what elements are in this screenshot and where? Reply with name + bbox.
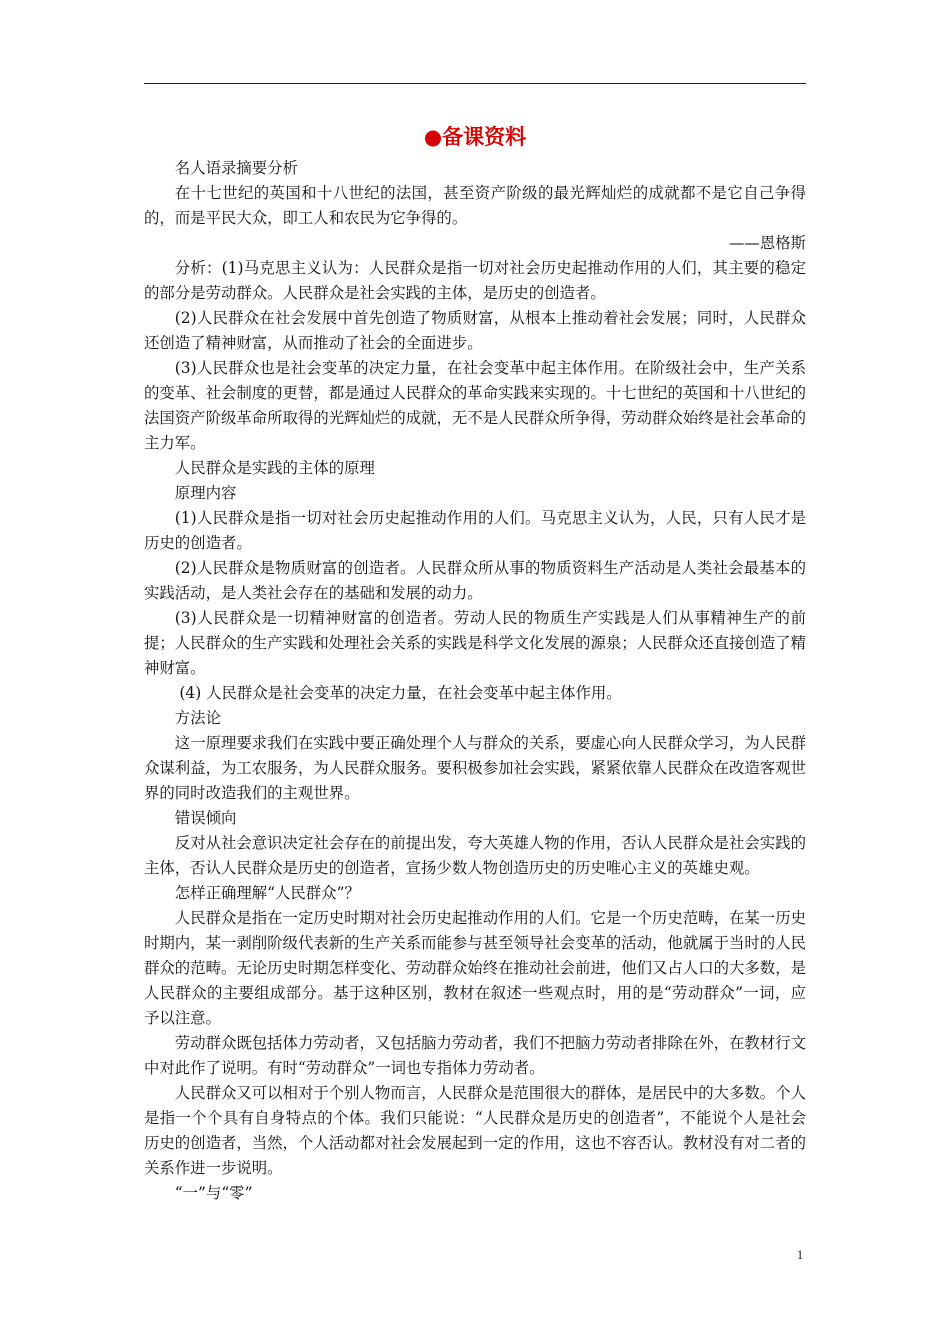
quote-attribution: ——恩格斯 [729, 234, 806, 252]
page-number: 1 [796, 1247, 804, 1262]
document-body [144, 120, 806, 1206]
analysis-paragraph-2: (2)人民群众在社会发展中首先创造了物质财富，从根本上推动着社会发展；同时，人民群众还创造了精神财富，从而推动了社会的全面进步。 [144, 309, 806, 352]
principle-paragraph-2: (2)人民群众是物质财富的创造者。人民群众所从事的物质资料生产活动是人类社会最基本的实践活动，是人类社会存在的基础和发展的动力。 [144, 559, 806, 602]
analysis-paragraph-3: (3)人民群众也是社会变革的决定力量，在社会变革中起主体作用。在阶级社会中，生产关系的变革、社会制度的更替，都是通过人民群众的革命实践来实现的。十七世纪的英国和十八世纪的法国资产阶级革命所取得的光辉灿烂的成就，无不是人民群众所争得，劳动群众始终是社会革命的主力军。 [144, 359, 806, 452]
methodology-paragraph: 这一原理要求我们在实践中要正确处理个人与群众的关系，要虚心向人民群众学习，为人民群众谋利益，为工农服务，为人民群众服务。要积极参加社会实践，紧紧依靠人民群众在改造客观世界的同时改造我们的主观世界。 [144, 734, 806, 802]
understanding-paragraph-1: 人民群众是指在一定历史时期对社会历史起推动作用的人们。它是一个历史范畴，在某一历史时期内，某一剥削阶级代表新的生产关系而能参与甚至领导社会变革的活动，他就属于当时的人民群众的范畴。无论历史时期怎样变化、劳动群众始终在推动社会前进，他们又占人口的大多数，是人民群众的主要组成部分。基于这种区别，教材在叙述一些观点时，用的是“劳动群众”一词，应予以注意。 [144, 909, 806, 1027]
quote-paragraph: 在十七世纪的英国和十八世纪的法国，甚至资产阶级的最光辉灿烂的成就都不是它自己争得的，而是平民大众，即工人和农民为它争得的。 [144, 184, 806, 227]
heading-one-and-zero: “一”与“零” [174, 1184, 253, 1202]
header-rule [144, 83, 806, 84]
bullet-icon: ● [423, 124, 443, 149]
understanding-paragraph-3: 人民群众又可以相对于个别人物而言，人民群众是范围很大的群体，是居民中的大多数。个人是指一个个具有自身特点的个体。我们只能说：“人民群众是历史的创造者”，不能说个人是社会历史的创造者，当然，个人活动都对社会发展起到一定的作用，这也不容否认。教材没有对二者的关系作进一步说明。 [144, 1084, 806, 1177]
heading-principle-content: 原理内容 [174, 484, 237, 502]
understanding-paragraph-2: 劳动群众既包括体力劳动者，又包括脑力劳动者，我们不把脑力劳动者排除在外，在教材行文中对此作了说明。有时“劳动群众”一词也专指体力劳动者。 [144, 1034, 806, 1077]
heading-errors: 错误倾向 [174, 809, 237, 827]
errors-paragraph: 反对从社会意识决定社会存在的前提出发，夸大英雄人物的作用，否认人民群众是社会实践的主体，否认人民群众是历史的创造者，宣扬少数人物创造历史的历史唯心主义的英雄史观。 [144, 834, 806, 877]
heading-principle: 人民群众是实践的主体的原理 [174, 459, 375, 477]
page-title-text: 备课资料 [442, 124, 527, 149]
analysis-paragraph-1: 分析：(1)马克思主义认为：人民群众是指一切对社会历史起推动作用的人们，其主要的稳定的部分是劳动群众。人民群众是社会实践的主体，是历史的创造者。 [144, 259, 806, 302]
principle-paragraph-4: (4) 人民群众是社会变革的决定力量，在社会变革中起主体作用。 [179, 684, 622, 702]
heading-methodology: 方法论 [174, 709, 221, 727]
paragraph-list [144, 156, 806, 1206]
page-title [144, 120, 806, 154]
heading-quote-analysis: 名人语录摘要分析 [174, 159, 298, 177]
heading-understanding: 怎样正确理解“人民群众”？ [174, 884, 360, 902]
principle-paragraph-1: (1)人民群众是指一切对社会历史起推动作用的人们。马克思主义认为，人民，只有人民才是历史的创造者。 [144, 509, 806, 552]
principle-paragraph-3: (3)人民群众是一切精神财富的创造者。劳动人民的物质生产实践是人们从事精神生产的前提；人民群众的生产实践和处理社会关系的实践是科学文化发展的源泉；人民群众还直接创造了精神财富。 [144, 609, 806, 677]
